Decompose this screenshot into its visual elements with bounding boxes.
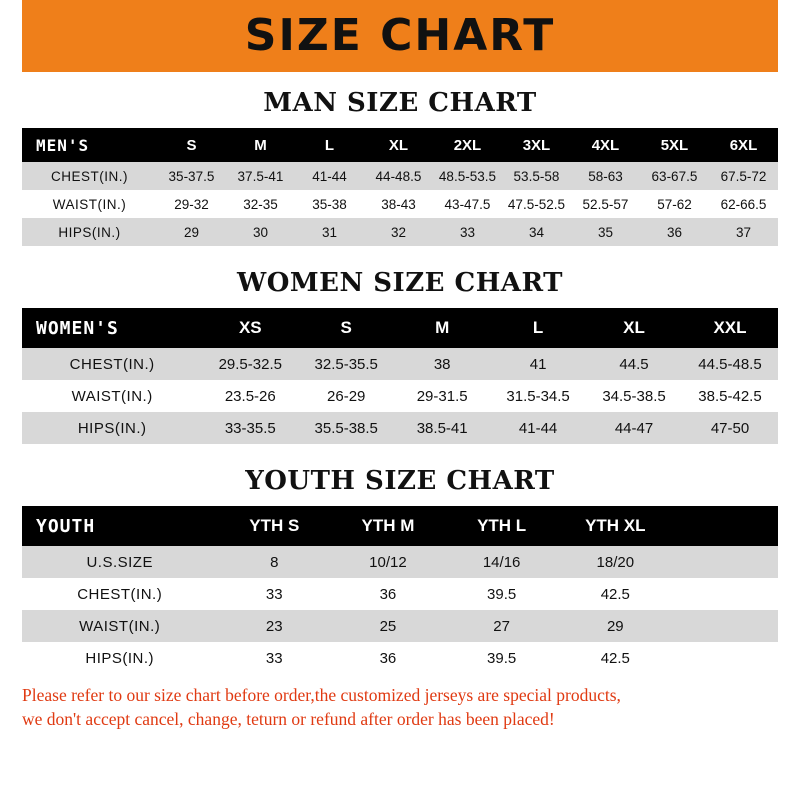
table-row — [22, 380, 778, 412]
table-header-row — [22, 506, 778, 546]
header-cell-m: M — [226, 128, 295, 162]
man-size-section — [0, 88, 800, 246]
cell: 34 — [502, 218, 571, 246]
cell-empty — [672, 546, 778, 578]
table-row — [22, 218, 778, 246]
table-row — [22, 642, 778, 674]
youth-section-title: YOUTH SIZE CHART — [245, 466, 555, 496]
table-header-row — [22, 308, 778, 348]
man-section-title: MAN SIZE CHART — [263, 88, 537, 118]
table-row — [22, 546, 778, 578]
cell: 62-66.5 — [709, 190, 778, 218]
cell: 37 — [709, 218, 778, 246]
row-label-chest: CHEST(IN.) — [22, 578, 217, 610]
cell: 44.5 — [586, 348, 682, 380]
row-label-waist: WAIST(IN.) — [22, 610, 217, 642]
cell: 41 — [490, 348, 586, 380]
header-cell-empty — [672, 506, 778, 546]
cell: 29.5-32.5 — [202, 348, 298, 380]
row-label-chest: CHEST(IN.) — [22, 348, 202, 380]
header-cell-s: S — [157, 128, 226, 162]
cell: 41-44 — [295, 162, 364, 190]
cell: 36 — [331, 578, 445, 610]
cell: 47-50 — [682, 412, 778, 444]
table-row — [22, 610, 778, 642]
row-label-hips: HIPS(IN.) — [22, 218, 157, 246]
cell: 35-38 — [295, 190, 364, 218]
row-label-waist: WAIST(IN.) — [22, 380, 202, 412]
cell: 35.5-38.5 — [298, 412, 394, 444]
header-cell-m: M — [394, 308, 490, 348]
cell: 63-67.5 — [640, 162, 709, 190]
cell: 35 — [571, 218, 640, 246]
header-cell-l: L — [490, 308, 586, 348]
row-label-hips: HIPS(IN.) — [22, 412, 202, 444]
header-banner — [0, 0, 800, 72]
row-label-hips: HIPS(IN.) — [22, 642, 217, 674]
cell: 33 — [217, 578, 331, 610]
cell: 42.5 — [558, 642, 672, 674]
footer-line-1: Please refer to our size chart before order,the customized jerseys are special products, — [22, 685, 621, 705]
cell: 39.5 — [445, 578, 559, 610]
cell: 29-32 — [157, 190, 226, 218]
header-cell-xl: XL — [586, 308, 682, 348]
cell: 38 — [394, 348, 490, 380]
cell: 48.5-53.5 — [433, 162, 502, 190]
cell: 27 — [445, 610, 559, 642]
cell: 38.5-41 — [394, 412, 490, 444]
table-row — [22, 578, 778, 610]
cell: 33-35.5 — [202, 412, 298, 444]
cell: 31.5-34.5 — [490, 380, 586, 412]
cell: 39.5 — [445, 642, 559, 674]
cell: 44.5-48.5 — [682, 348, 778, 380]
cell-empty — [672, 642, 778, 674]
cell: 38-43 — [364, 190, 433, 218]
cell: 38.5-42.5 — [682, 380, 778, 412]
cell: 37.5-41 — [226, 162, 295, 190]
cell: 43-47.5 — [433, 190, 502, 218]
cell: 57-62 — [640, 190, 709, 218]
cell: 29-31.5 — [394, 380, 490, 412]
cell-empty — [672, 578, 778, 610]
cell: 44-48.5 — [364, 162, 433, 190]
cell: 32-35 — [226, 190, 295, 218]
footer-disclaimer — [0, 674, 800, 731]
women-size-section — [0, 268, 800, 444]
header-cell-yth-s: YTH S — [217, 506, 331, 546]
row-label-chest: CHEST(IN.) — [22, 162, 157, 190]
cell: 29 — [157, 218, 226, 246]
header-cell-label: MEN'S — [22, 128, 157, 162]
cell: 32 — [364, 218, 433, 246]
youth-size-table — [22, 506, 778, 674]
header-cell-4xl: 4XL — [571, 128, 640, 162]
header-cell-xs: XS — [202, 308, 298, 348]
women-section-title: WOMEN SIZE CHART — [237, 268, 563, 298]
cell: 58-63 — [571, 162, 640, 190]
cell-empty — [672, 610, 778, 642]
header-cell-l: L — [295, 128, 364, 162]
women-size-table — [22, 308, 778, 444]
header-cell-3xl: 3XL — [502, 128, 571, 162]
cell: 41-44 — [490, 412, 586, 444]
header-cell-xl: XL — [364, 128, 433, 162]
cell: 36 — [331, 642, 445, 674]
cell: 8 — [217, 546, 331, 578]
cell: 10/12 — [331, 546, 445, 578]
header-cell-s: S — [298, 308, 394, 348]
cell: 52.5-57 — [571, 190, 640, 218]
cell: 25 — [331, 610, 445, 642]
cell: 36 — [640, 218, 709, 246]
page-title: SIZE CHART — [244, 10, 556, 61]
cell: 23.5-26 — [202, 380, 298, 412]
cell: 35-37.5 — [157, 162, 226, 190]
header-cell-label: YOUTH — [22, 506, 217, 546]
cell: 33 — [433, 218, 502, 246]
cell: 30 — [226, 218, 295, 246]
cell: 26-29 — [298, 380, 394, 412]
table-header-row — [22, 128, 778, 162]
table-row — [22, 412, 778, 444]
header-cell-label: WOMEN'S — [22, 308, 202, 348]
cell: 42.5 — [558, 578, 672, 610]
row-label-waist: WAIST(IN.) — [22, 190, 157, 218]
header-cell-yth-xl: YTH XL — [558, 506, 672, 546]
cell: 14/16 — [445, 546, 559, 578]
cell: 44-47 — [586, 412, 682, 444]
cell: 32.5-35.5 — [298, 348, 394, 380]
cell: 34.5-38.5 — [586, 380, 682, 412]
header-right-margin — [778, 0, 800, 72]
table-row — [22, 190, 778, 218]
header-cell-6xl: 6XL — [709, 128, 778, 162]
header-cell-yth-l: YTH L — [445, 506, 559, 546]
youth-size-section — [0, 466, 800, 674]
header-cell-2xl: 2XL — [433, 128, 502, 162]
cell: 23 — [217, 610, 331, 642]
header-cell-xxl: XXL — [682, 308, 778, 348]
header-cell-yth-m: YTH M — [331, 506, 445, 546]
cell: 31 — [295, 218, 364, 246]
footer-line-2: we don't accept cancel, change, teturn or refund after order has been placed! — [22, 708, 555, 729]
cell: 47.5-52.5 — [502, 190, 571, 218]
cell: 53.5-58 — [502, 162, 571, 190]
cell: 33 — [217, 642, 331, 674]
cell: 18/20 — [558, 546, 672, 578]
table-row — [22, 162, 778, 190]
cell: 29 — [558, 610, 672, 642]
row-label-us-size: U.S.SIZE — [22, 546, 217, 578]
cell: 67.5-72 — [709, 162, 778, 190]
man-size-table — [22, 128, 778, 246]
header-left-margin — [0, 0, 22, 72]
header-cell-5xl: 5XL — [640, 128, 709, 162]
table-row — [22, 348, 778, 380]
